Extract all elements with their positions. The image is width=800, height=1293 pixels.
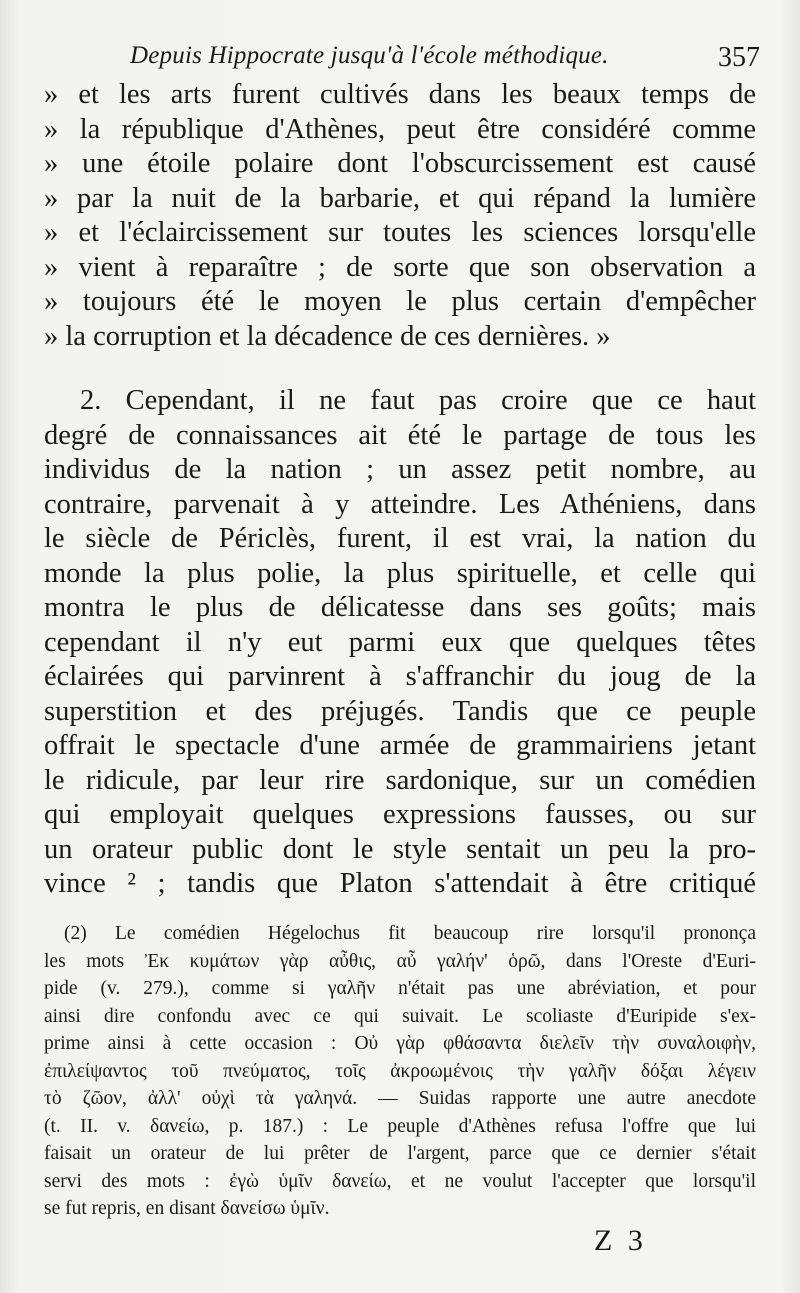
footnote-line: pide (v. 279.), comme si γαλῆν n'était pas une abréviation, et pour — [44, 978, 756, 999]
text-line: monde la plus polie, la plus spirituelle, et celle qui — [44, 557, 756, 589]
text-line: » la corruption et la décadence de ces dernières. » — [44, 320, 611, 352]
text-line: montra le plus de délicatesse dans ses goûts; mais — [44, 592, 756, 623]
text-line: un orateur public dont le style sentait un peu la pro- — [44, 833, 756, 865]
text-line: individus de la nation ; un assez petit nombre, au — [44, 454, 756, 485]
text-line: » une étoile polaire dont l'obscurcissement est causé — [44, 148, 756, 179]
text-line: offrait le spectacle d'une armée de grammairiens jetant — [44, 730, 756, 761]
footnote-line: τὸ ζῶον, ἀλλ' οὐχὶ τὰ γαληνά. — Suidas rapporte une autre anecdote — [44, 1088, 756, 1109]
footnote-line: prime ainsi à cette occasion : Οὐ γὰρ φθάσαντα διελεῖν τὴν συναλοιφὴν, — [44, 1033, 756, 1054]
footnote-line: servi des mots : ἐγὼ ὑμῖν δανείω, et ne voulut l'accepter que lorsqu'il — [44, 1170, 756, 1192]
text-line: le ridicule, par leur rire sardonique, sur un comédien — [44, 764, 756, 796]
text-line: cependant il n'y eut parmi eux que quelques têtes — [44, 626, 756, 658]
signature-mark: Z 3 — [594, 1224, 647, 1257]
text-line: superstition et des préjugés. Tandis que ce peuple — [44, 695, 756, 727]
text-line: » par la nuit de la barbarie, et qui répand la lumière — [44, 182, 756, 214]
text-line: » toujours été le moyen le plus certain d'empêcher — [44, 286, 756, 317]
footnote-line: faisait un orateur de lui prêter de l'argent, parce que ce dernier s'était — [44, 1143, 756, 1164]
footnote-line: ἐπιλείψαντος τοῦ πνεύματος, τοῖς ἀκροωμένοις τὴν γαλῆν δόξαι λέγειν — [44, 1060, 756, 1082]
text-line: 2. Cependant, il ne faut pas croire que ce haut — [80, 385, 756, 416]
text-line: » la république d'Athènes, peut être considéré comme — [44, 113, 756, 145]
page-number: 357 — [718, 42, 760, 73]
footnote — [44, 920, 756, 1223]
footnote-line: ainsi dire confondu avec ce qui suivait. Le scoliaste d'Euripide s'ex- — [44, 1005, 756, 1027]
text-line: » vient à reparaître ; de sorte que son observation a — [44, 251, 756, 283]
text-line: qui employait quelques expressions fausses, ou sur — [44, 799, 756, 830]
footnote-line: (t. II. v. δανείω, p. 187.) : Le peuple d'Athènes refusa l'offre que lui — [44, 1115, 756, 1137]
text-line: vince ² ; tandis que Platon s'attendait à être critiqué — [44, 868, 756, 899]
text-line: degré de connaissances ait été le partage de tous les — [44, 419, 756, 451]
paragraph-gap — [44, 354, 756, 384]
main-text — [44, 78, 756, 902]
running-title: Depuis Hippocrate jusqu'à l'école méthodique. — [130, 42, 609, 69]
text-line: » et les arts furent cultivés dans les beaux temps de — [44, 79, 756, 110]
running-header — [130, 38, 760, 78]
text-line: contraire, parvenait à y atteindre. Les Athéniens, dans — [44, 488, 756, 520]
footnote-line: les mots Ἐκ κυμάτων γὰρ αὖθις, αὖ γαλήν' ὁρῶ, dans l'Oreste d'Euri- — [44, 950, 756, 972]
footnote-line: se fut repris, en disant δανείσω ὑμῖν. — [44, 1198, 330, 1219]
text-line: éclairées qui parvinrent à s'affranchir du joug de la — [44, 661, 756, 692]
footnote-line: (2) Le comédien Hégelochus fit beaucoup rire lorsqu'il prononça — [64, 923, 756, 944]
text-line: le siècle de Périclès, furent, il est vrai, la nation du — [44, 523, 756, 554]
text-line: » et l'éclaircissement sur toutes les sciences lorsqu'elle — [44, 217, 756, 248]
